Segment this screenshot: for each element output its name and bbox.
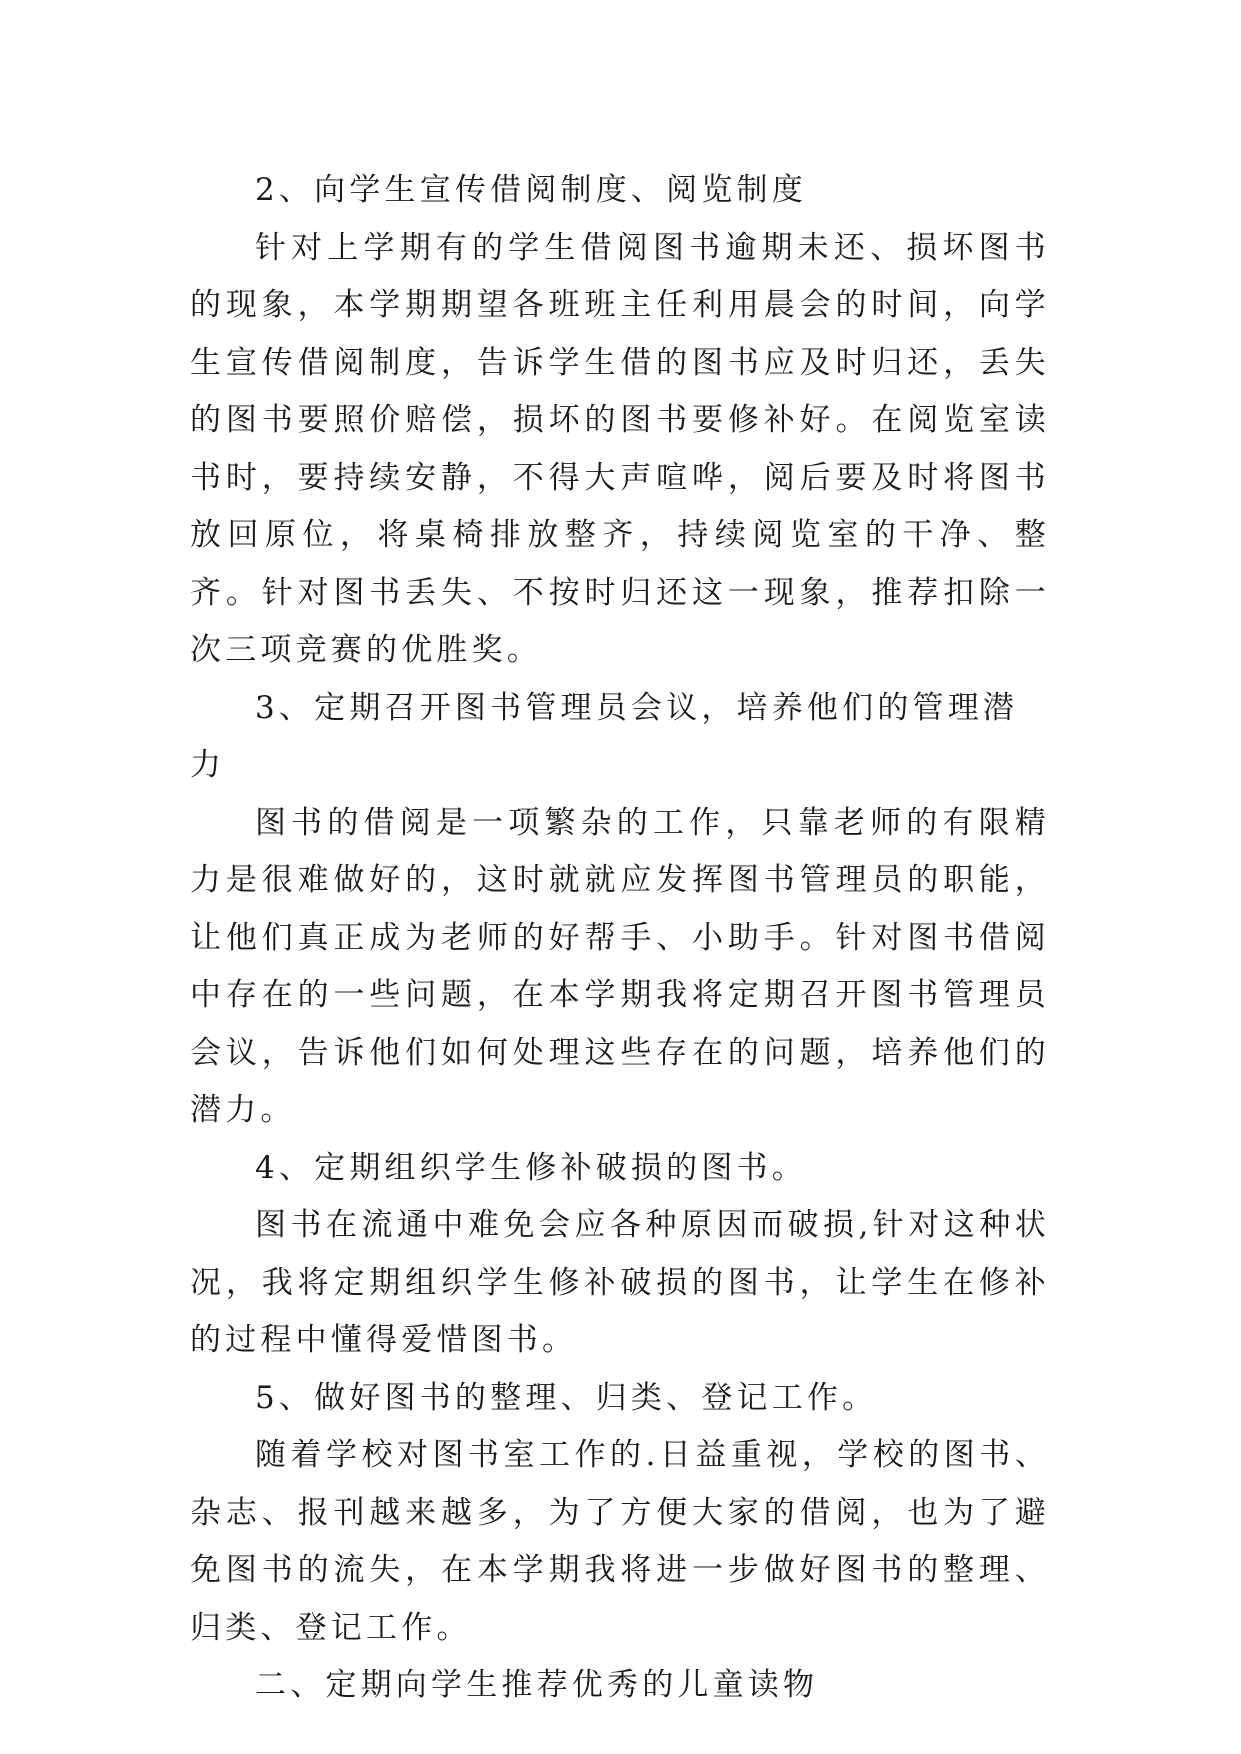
section-heading-borrowing-rules: 2、向学生宣传借阅制度、阅览制度 [255,172,807,208]
section-heading-book-repair: 4、定期组织学生修补破损的图书。 [255,1149,807,1186]
section-heading-cataloguing: 5、做好图书的整理、归类、登记工作。 [255,1379,878,1416]
paragraph-cataloguing: 随着学校对图书室工作的.日益重视，学校的图书、杂志、报刊越来越多，为了方便大家的借阅，也为了避免图书的流失，在本学期我将进一步做好图书的整理、归类、登记工作。 [190,1437,1050,1646]
section-heading-librarian-meetings: 3、定期召开图书管理员会议，培养他们的管理潜力 [190,689,1019,783]
section-heading-recommend-reading: 二、定期向学生推荐优秀的儿童读物 [255,1667,819,1703]
document-body [190,162,1050,1715]
paragraph-librarian-meetings: 图书的借阅是一项繁杂的工作，只靠老师的有限精力是很难做好的，这时就就应发挥图书管理员的职能，让他们真正成为老师的好帮手、小助手。针对图书借阅中存在的一些问题，在本学期我将定期召开图书管理员会议，告诉他们如何处理这些存在的问题，培养他们的潜力。 [190,804,1050,1128]
paragraph-borrowing-rules: 针对上学期有的学生借阅图书逾期未还、损坏图书的现象，本学期期望各班班主任利用晨会的时间，向学生宣传借阅制度，告诉学生借的图书应及时归还，丢失的图书要照价赔偿，损坏的图书要修补好。在阅览室读书时，要持续安静，不得大声喧哗，阅后要及时将图书放回原位，将桌椅排放整齐，持续阅览室的干净、整齐。针对图书丢失、不按时归还这一现象，推荐扣除一次三项竞赛的优胜奖。 [190,229,1050,668]
paragraph-book-repair: 图书在流通中难免会应各种原因而破损,针对这种状况，我将定期组织学生修补破损的图书，让学生在修补的过程中懂得爱惜图书。 [190,1207,1050,1358]
